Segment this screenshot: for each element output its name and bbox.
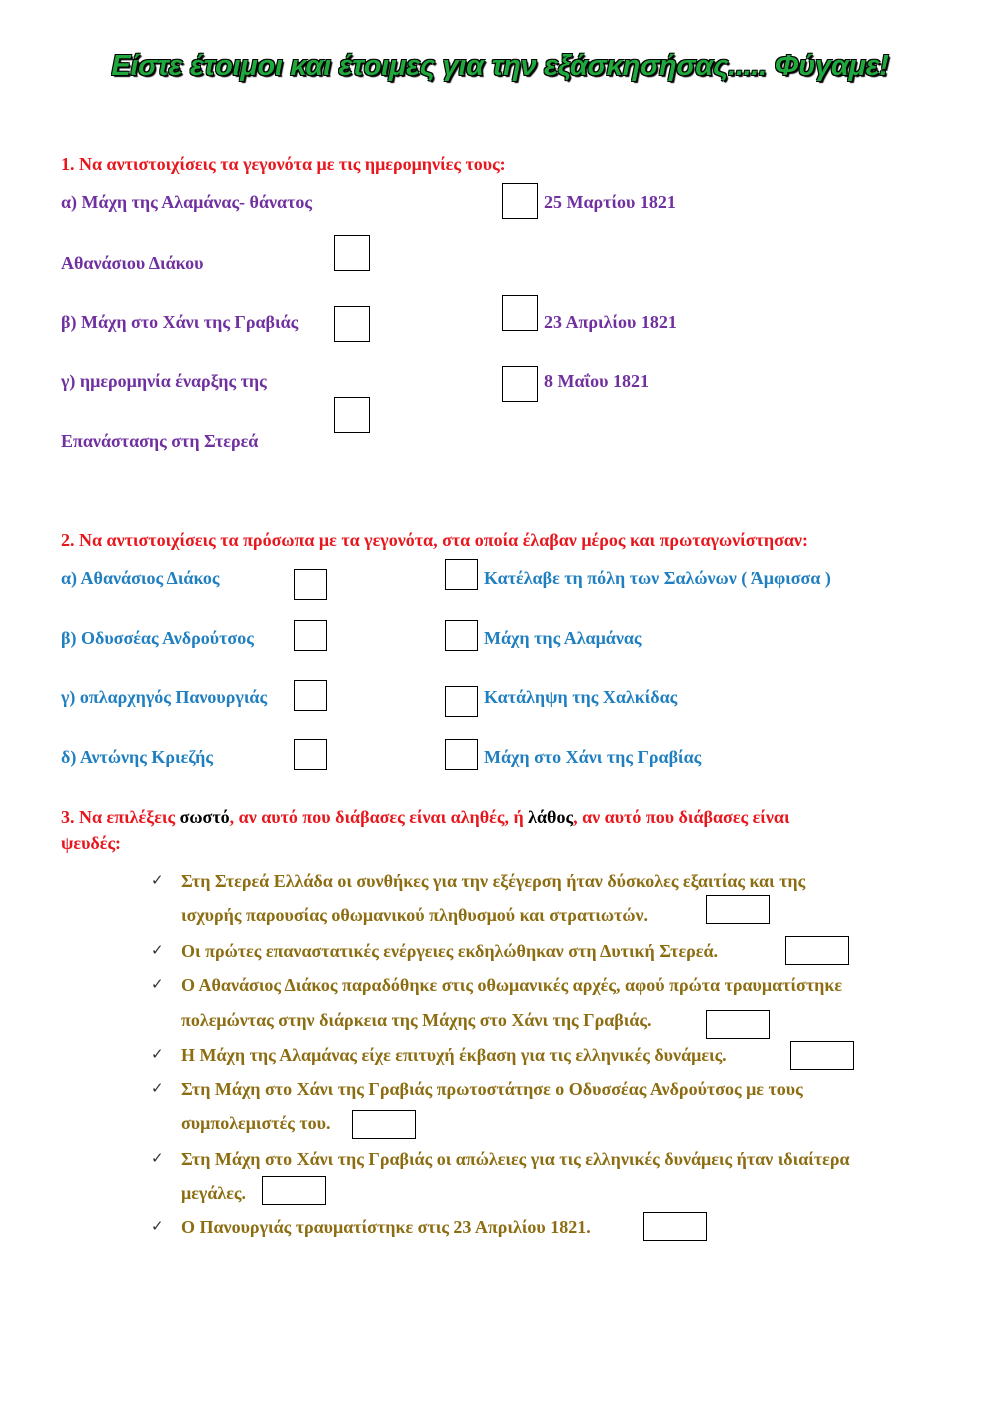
q3-heading-part1: 3. Να επιλέξεις [61,807,180,827]
check-icon: ✓ [151,975,164,993]
q3-answer-box-2[interactable] [785,936,849,965]
q1-item-a-line2: Αθανάσιου Διάκου [61,253,204,273]
q1-item-b: β) Μάχη στο Χάνι της Γραβιάς [61,312,299,332]
q1-date-3: 8 Μαΐου 1821 [544,371,649,391]
q2-event-box-4[interactable] [445,739,478,770]
q3-answer-box-7[interactable] [643,1212,707,1241]
check-icon: ✓ [151,871,164,889]
q1-item-c-line1: γ) ημερομηνία έναρξης της [61,371,267,391]
q2-event-3: Κατάληψη της Χαλκίδας [484,687,678,707]
q3-statement-3-line2: πολεμώντας στην διάρκεια της Μάχης στο Χάνι της Γραβιάς. [181,1010,652,1030]
q1-date-2: 23 Απριλίου 1821 [544,312,677,332]
q3-heading-part3: , αν αυτό που διάβασες είναι [573,807,790,827]
check-icon: ✓ [151,1045,164,1063]
q3-heading-line2: ψευδές: [61,833,122,853]
q3-answer-box-3[interactable] [706,1010,770,1039]
q1-date-box-3[interactable] [502,366,538,402]
q3-answer-box-4[interactable] [790,1041,854,1070]
q1-date-box-2[interactable] [502,295,538,331]
q3-heading-true-word: σωστό [179,807,230,827]
q3-statement-3-line1: Ο Αθανάσιος Διάκος παραδόθηκε στις οθωμανικές αρχές, αφού πρώτα τραυματίστηκε [181,975,843,995]
q1-heading: 1. Να αντιστοιχίσεις τα γεγονότα με τις ημερομηνίες τους: [61,154,506,174]
check-icon: ✓ [151,1217,164,1235]
q3-statement-1-line1: Στη Στερεά Ελλάδα οι συνθήκες για την εξέγερση ήταν δύσκολες εξαιτίας και της [181,871,806,891]
q2-person-box-a[interactable] [294,569,327,600]
q2-person-b: β) Οδυσσέας Ανδρούτσος [61,628,254,648]
page-title: Είστε έτοιμοι και έτοιμες για την εξάσκησήσας..... Φύγαμε! [111,50,889,82]
q3-statement-5-line2: συμπολεμιστές του. [181,1113,331,1133]
q2-person-a: α) Αθανάσιος Διάκος [61,568,220,588]
q3-statement-4: Η Μάχη της Αλαμάνας είχε επιτυχή έκβαση για τις ελληνικές δυνάμεις. [181,1045,727,1065]
q2-person-box-c[interactable] [294,680,327,711]
q3-statement-5-line1: Στη Μάχη στο Χάνι της Γραβιάς πρωτοστάτησε ο Οδυσσέας Ανδρούτσος με τους [181,1079,803,1099]
q1-date-box-1[interactable] [502,183,538,219]
q3-heading-false-word: λάθος [528,807,574,827]
q2-person-c: γ) οπλαρχηγός Πανουργιάς [61,687,268,707]
q3-heading-part2: , αν αυτό που διάβασες είναι αληθές, ή [229,807,529,827]
q2-event-1: Κατέλαβε τη πόλη των Σαλώνων ( Άμφισσα ) [484,568,831,588]
q2-event-4: Μάχη στο Χάνι της Γραβίας [484,747,702,767]
q1-answer-box-b[interactable] [334,306,370,342]
check-icon: ✓ [151,1149,164,1167]
q1-answer-box-c[interactable] [334,397,370,433]
q1-date-1: 25 Μαρτίου 1821 [544,192,676,212]
q3-statement-6-line1: Στη Μάχη στο Χάνι της Γραβιάς οι απώλειες για τις ελληνικές δυνάμεις ήταν ιδιαίτερα [181,1149,850,1169]
q2-person-box-b[interactable] [294,620,327,651]
q3-answer-box-6[interactable] [262,1176,326,1205]
q2-person-d: δ) Αντώνης Κριεζής [61,747,213,767]
q3-statement-1-line2: ισχυρής παρουσίας οθωμανικού πληθυσμού και στρατιωτών. [181,905,649,925]
q2-event-box-3[interactable] [445,686,478,717]
q3-answer-box-1[interactable] [706,895,770,924]
check-icon: ✓ [151,1079,164,1097]
check-icon: ✓ [151,941,164,959]
q3-statement-2: Οι πρώτες επαναστατικές ενέργειες εκδηλώθηκαν στη Δυτική Στερεά. [181,941,719,961]
q1-answer-box-a[interactable] [334,235,370,271]
q1-item-c-line2: Επανάστασης στη Στερεά [61,431,259,451]
q3-answer-box-5[interactable] [352,1110,416,1139]
q2-event-box-2[interactable] [445,620,478,651]
q3-heading [61,807,790,828]
q2-heading: 2. Να αντιστοιχίσεις τα πρόσωπα με τα γεγονότα, στα οποία έλαβαν μέρος και πρωταγωνίστησαν: [61,530,808,550]
q1-item-a-line1: α) Μάχη της Αλαμάνας- θάνατος [61,192,312,212]
q2-event-2: Μάχη της Αλαμάνας [484,628,642,648]
q2-person-box-d[interactable] [294,739,327,770]
q3-statement-7: Ο Πανουργιάς τραυματίστηκε στις 23 Απριλίου 1821. [181,1217,591,1237]
q2-event-box-1[interactable] [445,559,478,590]
q3-statement-6-line2: μεγάλες. [181,1183,246,1203]
